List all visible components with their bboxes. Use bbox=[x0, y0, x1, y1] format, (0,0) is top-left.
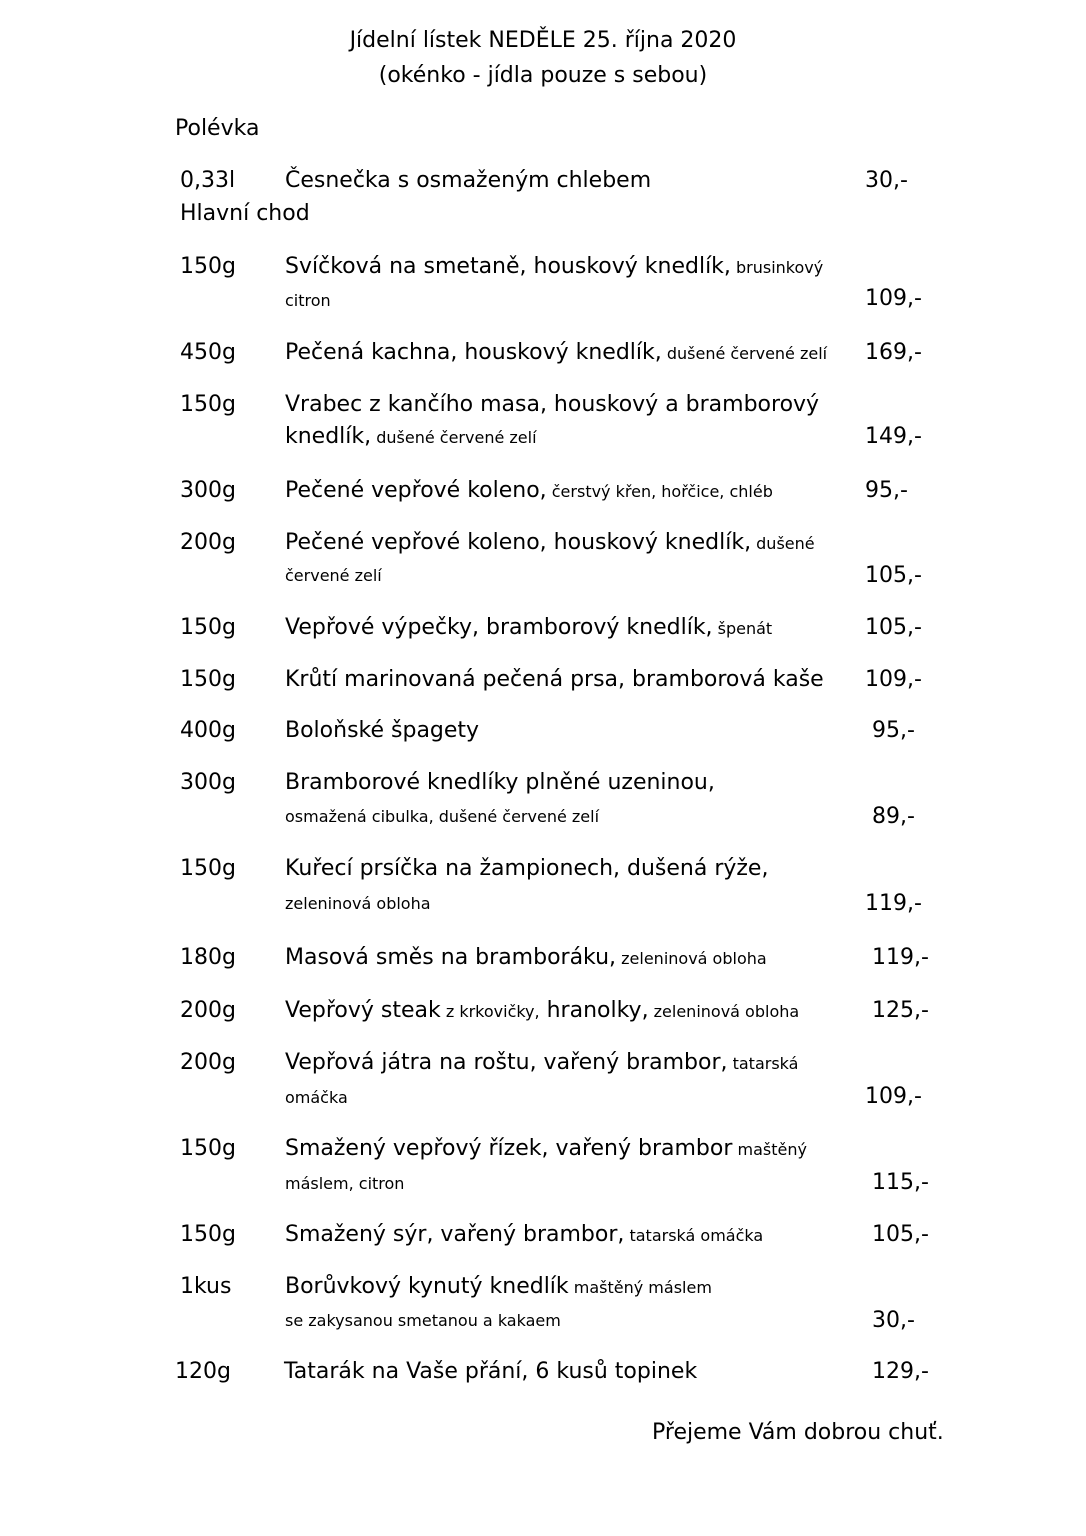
item-price: 169,- bbox=[865, 340, 922, 365]
item-line2: osmažená cibulka, dušené červené zelí bbox=[285, 807, 600, 826]
section-main-heading: Hlavní chod bbox=[180, 201, 310, 226]
item-quantity: 200g bbox=[180, 998, 236, 1023]
item-price: 119,- bbox=[865, 891, 922, 916]
item-line2: máslem, citron bbox=[285, 1174, 405, 1193]
item-price: 30,- bbox=[865, 168, 908, 193]
item-side: brusinkový bbox=[730, 258, 824, 277]
item-quantity: 150g bbox=[180, 615, 236, 640]
item-price: 105,- bbox=[865, 563, 922, 588]
item-line1 bbox=[285, 340, 827, 365]
item-quantity: 1kus bbox=[180, 1274, 232, 1299]
item-price: 109,- bbox=[865, 1084, 922, 1109]
item-name: Krůtí marinovaná pečená prsa, bramborová kaše bbox=[285, 667, 824, 692]
item-quantity: 150g bbox=[180, 392, 236, 417]
item-quantity: 450g bbox=[180, 340, 236, 365]
item-side-cont: zeleninová obloha bbox=[648, 1002, 800, 1021]
item-quantity: 400g bbox=[180, 718, 236, 743]
item-line1 bbox=[285, 1274, 712, 1299]
item-name: Masová směs na bramboráku, bbox=[285, 945, 617, 970]
item-name: Vepřové výpečky, bramborový knedlík, bbox=[285, 615, 713, 640]
item-side: zeleninová obloha bbox=[616, 949, 767, 968]
item-price: 105,- bbox=[872, 1222, 929, 1247]
item-side: maštěný bbox=[732, 1140, 807, 1159]
item-name: Smažený vepřový řízek, vařený brambor bbox=[285, 1136, 733, 1161]
item-side: čerstvý křen, hořčice, chléb bbox=[546, 482, 773, 501]
closing-wish: Přejeme Vám dobrou chuť. bbox=[652, 1420, 944, 1445]
item-side: dušené červené zelí bbox=[371, 428, 537, 447]
item-name: Vepřová játra na roštu, vařený brambor, bbox=[285, 1050, 728, 1075]
item-side: tatarská omáčka bbox=[624, 1226, 764, 1245]
menu-title: Jídelní lístek NEDĚLE 25. října 2020 bbox=[349, 28, 737, 53]
item-line2: citron bbox=[285, 291, 331, 310]
item-name: Kuřecí prsíčka na žampionech, dušená rýže, bbox=[285, 856, 769, 881]
section-soup-heading: Polévka bbox=[175, 116, 260, 141]
item-price: 95,- bbox=[865, 478, 908, 503]
item-name: Bramborové knedlíky plněné uzeninou, bbox=[285, 770, 715, 795]
item-line1 bbox=[285, 1136, 807, 1161]
item-name-cont: knedlík, bbox=[285, 424, 372, 449]
item-line2: zeleninová obloha bbox=[285, 894, 431, 913]
item-name: Vrabec z kančího masa, houskový a bramborový bbox=[285, 392, 820, 417]
item-name: Pečené vepřové koleno, houskový knedlík, bbox=[285, 530, 752, 555]
item-line1 bbox=[285, 1222, 763, 1247]
item-name: Vepřový steak bbox=[285, 998, 441, 1023]
item-price: 89,- bbox=[872, 804, 915, 829]
item-price: 95,- bbox=[872, 718, 915, 743]
item-name: Pečená kachna, houskový knedlík, bbox=[285, 340, 662, 365]
item-quantity: 0,33l bbox=[180, 168, 236, 193]
item-price: 30,- bbox=[872, 1308, 915, 1333]
item-side: tatarská bbox=[727, 1054, 799, 1073]
item-price: 105,- bbox=[865, 615, 922, 640]
item-side: dušené červené zelí bbox=[661, 344, 828, 363]
item-quantity: 300g bbox=[180, 770, 236, 795]
item-line2 bbox=[285, 424, 537, 449]
item-line2: omáčka bbox=[285, 1088, 348, 1107]
item-name: Boloňské špagety bbox=[285, 718, 480, 743]
item-line1 bbox=[285, 478, 773, 503]
item-name: Tatarák na Vaše přání, 6 kusů topinek bbox=[284, 1359, 698, 1384]
item-quantity: 200g bbox=[180, 1050, 236, 1075]
item-line2: červené zelí bbox=[285, 566, 382, 585]
item-line1 bbox=[285, 530, 815, 555]
item-quantity: 150g bbox=[180, 856, 236, 881]
item-price: 119,- bbox=[872, 945, 929, 970]
item-price: 109,- bbox=[865, 286, 922, 311]
item-quantity: 150g bbox=[180, 254, 236, 279]
item-price: 129,- bbox=[872, 1359, 929, 1384]
item-line1 bbox=[285, 615, 772, 640]
item-quantity: 200g bbox=[180, 530, 236, 555]
item-line1 bbox=[285, 945, 767, 970]
item-line1 bbox=[285, 254, 823, 279]
item-side: z krkovičky, bbox=[440, 1002, 540, 1021]
item-side: dušené bbox=[751, 534, 815, 553]
item-quantity: 180g bbox=[180, 945, 236, 970]
item-line1 bbox=[285, 998, 799, 1023]
item-side: maštěný máslem bbox=[568, 1278, 712, 1297]
item-quantity: 300g bbox=[180, 478, 236, 503]
menu-subtitle: (okénko - jídla pouze s sebou) bbox=[378, 63, 708, 88]
item-quantity: 150g bbox=[180, 667, 236, 692]
item-line1 bbox=[285, 1050, 798, 1075]
item-price: 109,- bbox=[865, 667, 922, 692]
item-quantity: 150g bbox=[180, 1222, 236, 1247]
item-side: špenát bbox=[712, 619, 773, 638]
item-name-cont: hranolky, bbox=[539, 998, 649, 1023]
item-name: Pečené vepřové koleno, bbox=[285, 478, 547, 503]
item-name: Svíčková na smetaně, houskový knedlík, bbox=[285, 254, 731, 279]
item-quantity: 120g bbox=[175, 1359, 231, 1384]
item-name: Smažený sýr, vařený brambor, bbox=[285, 1222, 625, 1247]
item-price: 125,- bbox=[872, 998, 929, 1023]
item-price: 115,- bbox=[872, 1170, 929, 1195]
item-name: Borůvkový kynutý knedlík bbox=[285, 1274, 569, 1299]
item-quantity: 150g bbox=[180, 1136, 236, 1161]
item-price: 149,- bbox=[865, 424, 922, 449]
item-line2: se zakysanou smetanou a kakaem bbox=[285, 1311, 561, 1330]
item-name: Česnečka s osmaženým chlebem bbox=[285, 168, 652, 193]
